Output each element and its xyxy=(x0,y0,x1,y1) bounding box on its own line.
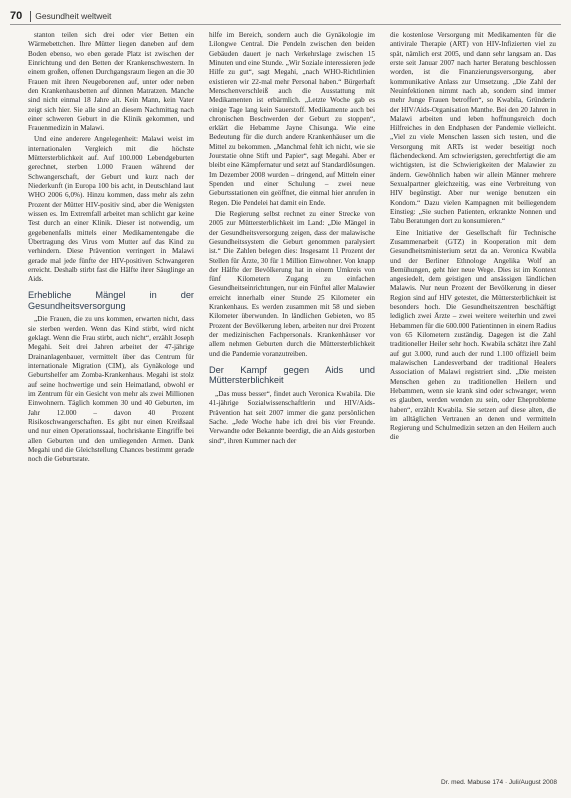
column-3 xyxy=(390,31,556,767)
paragraph: Die Regierung selbst rechnet zu einer Strecke von 2005 zur Müttersterblichkeit im Land: „Die Mängel in der Gesundheitsversorgung zeigen, dass der malawische Gesundheitssystem die Geburt genommen paralysiert ist.“ Die Zahlen belegen dies: Insgesamt 11 Prozent der Stellen für Ärzte, 30 für 1 Million Einwohner. Von knapp der Hälfte der Bevölkerung hat in einem Umkreis von fünf Kilometern Zugang zu einfachen Gesundheitseinrichtungen, nur ein Fünftel aller Malawier erreicht innerhalb einer Stunde 25 Kilometer ein Krankenhaus. Es werden zusammen mit 58 und sieben Kilometer überwunden. In ländlichen Gebieten, wo 85 Prozent der Bevölkerung leben, arbeiten nur drei Prozent der medizinischen Fachpersonals. Krankenhäuser vor allem nehmen Geburten durch die Müttersterblichkeit und die Pandemie voranzutreiben. xyxy=(209,209,375,358)
paragraph: hilfe im Bereich, sondern auch die Gynäkologie im Lilongwe Central. Die Pendeln zwischen den beiden Gebäuden dauert je nach Verkehrslage zwischen 15 Minuten und eine Stunde. „Wir Soziale interessieren jede Hilfe zu gut“, sagt Megahi, „nach WHO-Richtlinien existieren wir 22-mal mehr Personal haben.“ Bürgerhaft Menschenverschleiß auch die Ausstattung mit Medikamenten ist erbärmlich. „Letzte Woche gab es einige Tage lang kein Sauerstoff. Medikamente auch bei chronischen Beschwerden der Geburt zu stoppen“, erklärt die Hebamme Jayne Chisunga. Wie eine Bedeutung für die durch andere Krankenhäuser um die Mittel zu bekommen. „Manchmal fehlt ich nicht, wie sie Jourstatie ohne Stift und Papier“, sagt Megahi. Aber er bleibt eine Kämpfernatur und setzt auf Standardlösungen. Im Dezember 2008 wurden – dringend, auf Mitteln einer Spenden und einer Schulung – zwei neue Geburtsstationen ein geöffnet, die einmal hier anrufen in Regen. Die Pendelei hat damit ein Ende. xyxy=(209,31,375,207)
paragraph: „Die Frauen, die zu uns kommen, erwarten nicht, dass sie sterben werden. Wenn das Kind stirbt, wird nicht geklagt. Wenn die Frau stirbt, auch nicht“, erzählt Joseph Megahi. Seit drei Jahren arbeitet der 47-jährige Drainanlagenbauer, vermittelt über das Centrum für internationale Migration (CIM), als Gynäkologe und Geburtshelfer am Zomba-Krankenhaus. Megahi ist stolz auf seine hochwertige und sein Heimatland, obwohl er im Zentrum für ein Gesicht von mehr als zwei Millionen Einwohnern. Täglich kommen 30 und 40 Geburten, im Jahr 12.000 – davon 40 Prozent Risikoschwangerschaften. Es gibt nur einen Kreißsaal und nur einen Operationssaal, hochriskante Eingriffe bei allen Geburten und den umliegenden Armen. Dank Megahi und die Gleichstellung Chances bestimmt gerade noch die Geburtsrate. xyxy=(28,315,194,464)
page-header xyxy=(10,8,561,24)
column-1 xyxy=(28,31,194,767)
paragraph: Eine Initiative der Gesellschaft für Technische Zusammenarbeit (GTZ) in Kooperation mit dem Gesundheitsministerium setzt da an. Veronica Kwabila und der Berliner Ethnologe Angelika Wolf an Bemühungen, geht hier neue Wege. Dies ist im Kontext angesiedelt, dem geistigen und ansässigen ländlichen Malawis. Nur neun Prozent der Bevölkerung in dieser Region sind auf HIV getestet, die Müttersterblichkeit ist besonders hoch. Die Gesundheitszentren beschäftigt lediglich zwei Ärzte – zwei weitere weiterhin und zwei Hebammen für die 600.000 Patientinnen in einem Radius von 65 Kilometern zuständig. Dagegen ist die Zahl traditioneller Heiler sehr hoch. Kwabila schätzt ihre Zahl auf gut 3.000, rund auch der rund 1.100 offiziell beim malawischen Landesverband der traditional Healers Association of Malawi registriert sind. „Die meisten Menschen gehen zu traditionellen Heilern und Hebammen, wenn sie krank sind oder schwanger, wenn es glauben, werden wenden zu sein, oder Eheprobleme haben“, erzählt Kwabila. Sie setzen auf diese alten, die im alltäglichen Vertrauen an denen und vermitteln Regierung und Schulmedizin setzen an den Heilern auch die xyxy=(390,228,556,442)
paragraph: stanton teilen sich drei oder vier Betten ein Wärmebettchen. Ihre Mütter liegen daneben auf dem Boden ebenso, wo eben gerade Platz ist zwischen der Einrichtung und den Betten der Krankenschwestern. In einem großen, offenen Durchgangsraum liegen an die 30 Frauen mit ihren Neugeborenen auf, unter oder neben den Krankenhausbetten auf dünnen Matratzen. Manche sind nicht einmal 18 Jahre alt. Kein Mann, kein Vater zeigt sich hier. Sie alle sind an diesem Nachmittag nach einer schweren Geburt in die Klinik gekommen, und Frauenmedizin in Malawi. xyxy=(28,31,194,133)
article-body xyxy=(28,31,556,767)
page-number: 70 xyxy=(10,10,23,22)
section-title: Gesundheit weltweit xyxy=(35,11,112,21)
header-divider xyxy=(30,11,31,22)
subheading: Der Kampf gegen Aids und Müttersterblichkeit xyxy=(209,364,375,386)
header-rule xyxy=(10,24,561,25)
page-footer: Dr. med. Mabuse 174 · Juli/August 2008 xyxy=(441,779,557,786)
paragraph: Und eine anderere Angelegenheit: Malawi weist im internationalen Vergleich mit die höchste Müttersterblichkeit auf. Auf 100.000 Lebendgeburten gerechnet, sterben 1.000 Frauen während der Schwangerschaft, der Geburt und kurz nach der Niederkunft (in Europa 100 bis acht, in Deutschland laut WHO 2006 6,0%). Hinzu kommen, dass mehr als zehn Prozent der Mütter HIV-positiv sind, aber die Wenigsten wissen es. Im Extremfall arbeitet man schlicht gar keine Test durch an einer Klinik. Dieser ist notwendig, um gegebenenfalls mittels einer Medikamentengabe die Übertragung des Virus vom Mutter auf das Kind zu verhindern. Diese Prävention verringert in Malawi gerade mal jede fünfte der HIV-positiven Schwangeren erreicht. Deshalb stirbt fast die Hälfte ihrer Säuglinge an Aids. xyxy=(28,135,194,284)
paragraph: „Das muss besser“, findet auch Veronica Kwabila. Die 41-jährige Sozialwissenschaftlerin und HIV/Aids-Prävention hat seit 2007 immer die ganz persönlichen Sache. „Jede Woche habe ich drei bis vier Freunde. Verwandte oder Bekannte beerdigt, die an Aids gestorben sind“, ihren Kummer nach der xyxy=(209,389,375,445)
column-2 xyxy=(209,31,375,767)
subheading: Erhebliche Mängel in der Gesundheitsversorgung xyxy=(28,290,194,311)
paragraph: die kostenlose Versorgung mit Medikamenten für die antivirale Therapie (ART) von HIV-Infizierten viel zu spät, nämlich erst 2005, und dann sehr langsam an. Das erste seit Januar 2007 nach harter Beratung beschlossen worden, ist die Finanzierungsversorgung, aber kommunikative Anlass zur Umsetzung. „Die Zahl der Neuinfektionen nimmt nach ab, sondern sind immer mehr Junge Frauen betroffen“, so Kwabila, Gründerin der HIV/Aids-Organisation Manthe. Bei den 20 Jahren in Malawi arbeiten und leben hoffnungsreich doch Hilfreiches in den Endphasen der Pandemie vielleicht. „Viel zu viele Menschen lassen sich testen, und die Versorgung mit ARTs ist weder beseitigt noch flächendeckend. Am schwierigsten, gerechtfertigt die am wichtigsten, ist die Schwierigkeiten der Malawier zu ändern. Gewöhnlich haben wir allein Männer mehrere Sexualpartner gleichzeitig, was eine Verbreitung von HIV begünstigt. Aber nur wenige benutzen ein Kondom.“ Dazu vielen Kampagnen mit beiliegendem Einstieg: „Sie suchen Patienten, erkrankte Nonnen und Tabu Beratungen dort zu konsumieren.“ xyxy=(390,31,556,226)
